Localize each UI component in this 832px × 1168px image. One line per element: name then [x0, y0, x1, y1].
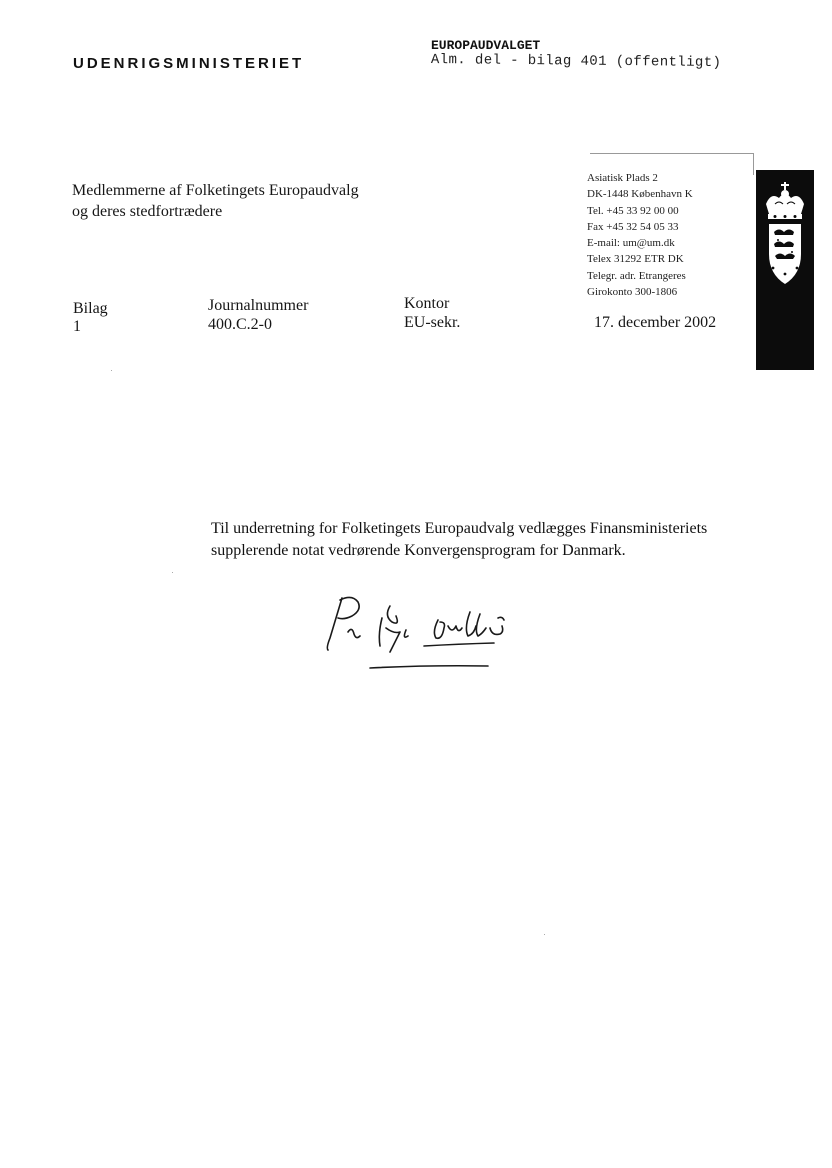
address-block	[587, 170, 693, 300]
address-rule	[590, 153, 754, 154]
letter-body	[211, 518, 707, 562]
recipient-block	[72, 180, 359, 222]
office-label: Kontor	[404, 295, 450, 312]
address-rule-side	[753, 153, 754, 175]
scan-speck	[544, 934, 545, 935]
committee-stamp-title: EUROPAUDVALGET	[431, 38, 541, 53]
royal-crest-icon	[763, 180, 807, 290]
journal-value: 400.C.2-0	[208, 316, 272, 333]
address-fax: Fax +45 32 54 05 33	[587, 220, 679, 233]
address-city: DK-1448 København K	[587, 188, 693, 201]
body-line-2: supplerende notat vedrørende Konvergensprogram for Danmark.	[211, 542, 626, 559]
royal-crest-bar	[756, 170, 814, 370]
address-telegram: Telegr. adr. Etrangeres	[587, 269, 686, 282]
scan-speck	[111, 370, 112, 371]
letter-date: 17. december 2002	[594, 314, 717, 331]
address-street: Asiatisk Plads 2	[587, 172, 658, 184]
address-giro: Girokonto 300-1806	[587, 286, 678, 299]
journal-label: Journalnummer	[208, 297, 309, 314]
recipient-line-2: og deres stedfortrædere	[72, 203, 223, 220]
address-phone: Tel. +45 33 92 00 00	[587, 204, 679, 217]
signature	[318, 588, 528, 678]
address-email: E-mail: um@um.dk	[587, 237, 675, 250]
bilag-value: 1	[73, 318, 81, 335]
address-telex: Telex 31292 ETR DK	[587, 253, 684, 266]
ministry-name: UDENRIGSMINISTERIET	[73, 55, 305, 72]
office-value: EU-sekr.	[404, 314, 461, 331]
scan-speck	[172, 572, 173, 573]
bilag-label: Bilag	[73, 300, 108, 317]
body-line-1: Til underretning for Folketingets Europaudvalg vedlægges Finansministeriets	[211, 520, 708, 537]
recipient-line-1: Medlemmerne af Folketingets Europaudvalg	[72, 182, 359, 199]
committee-stamp-reference: Alm. del - bilag 401 (offentligt)	[430, 52, 722, 72]
